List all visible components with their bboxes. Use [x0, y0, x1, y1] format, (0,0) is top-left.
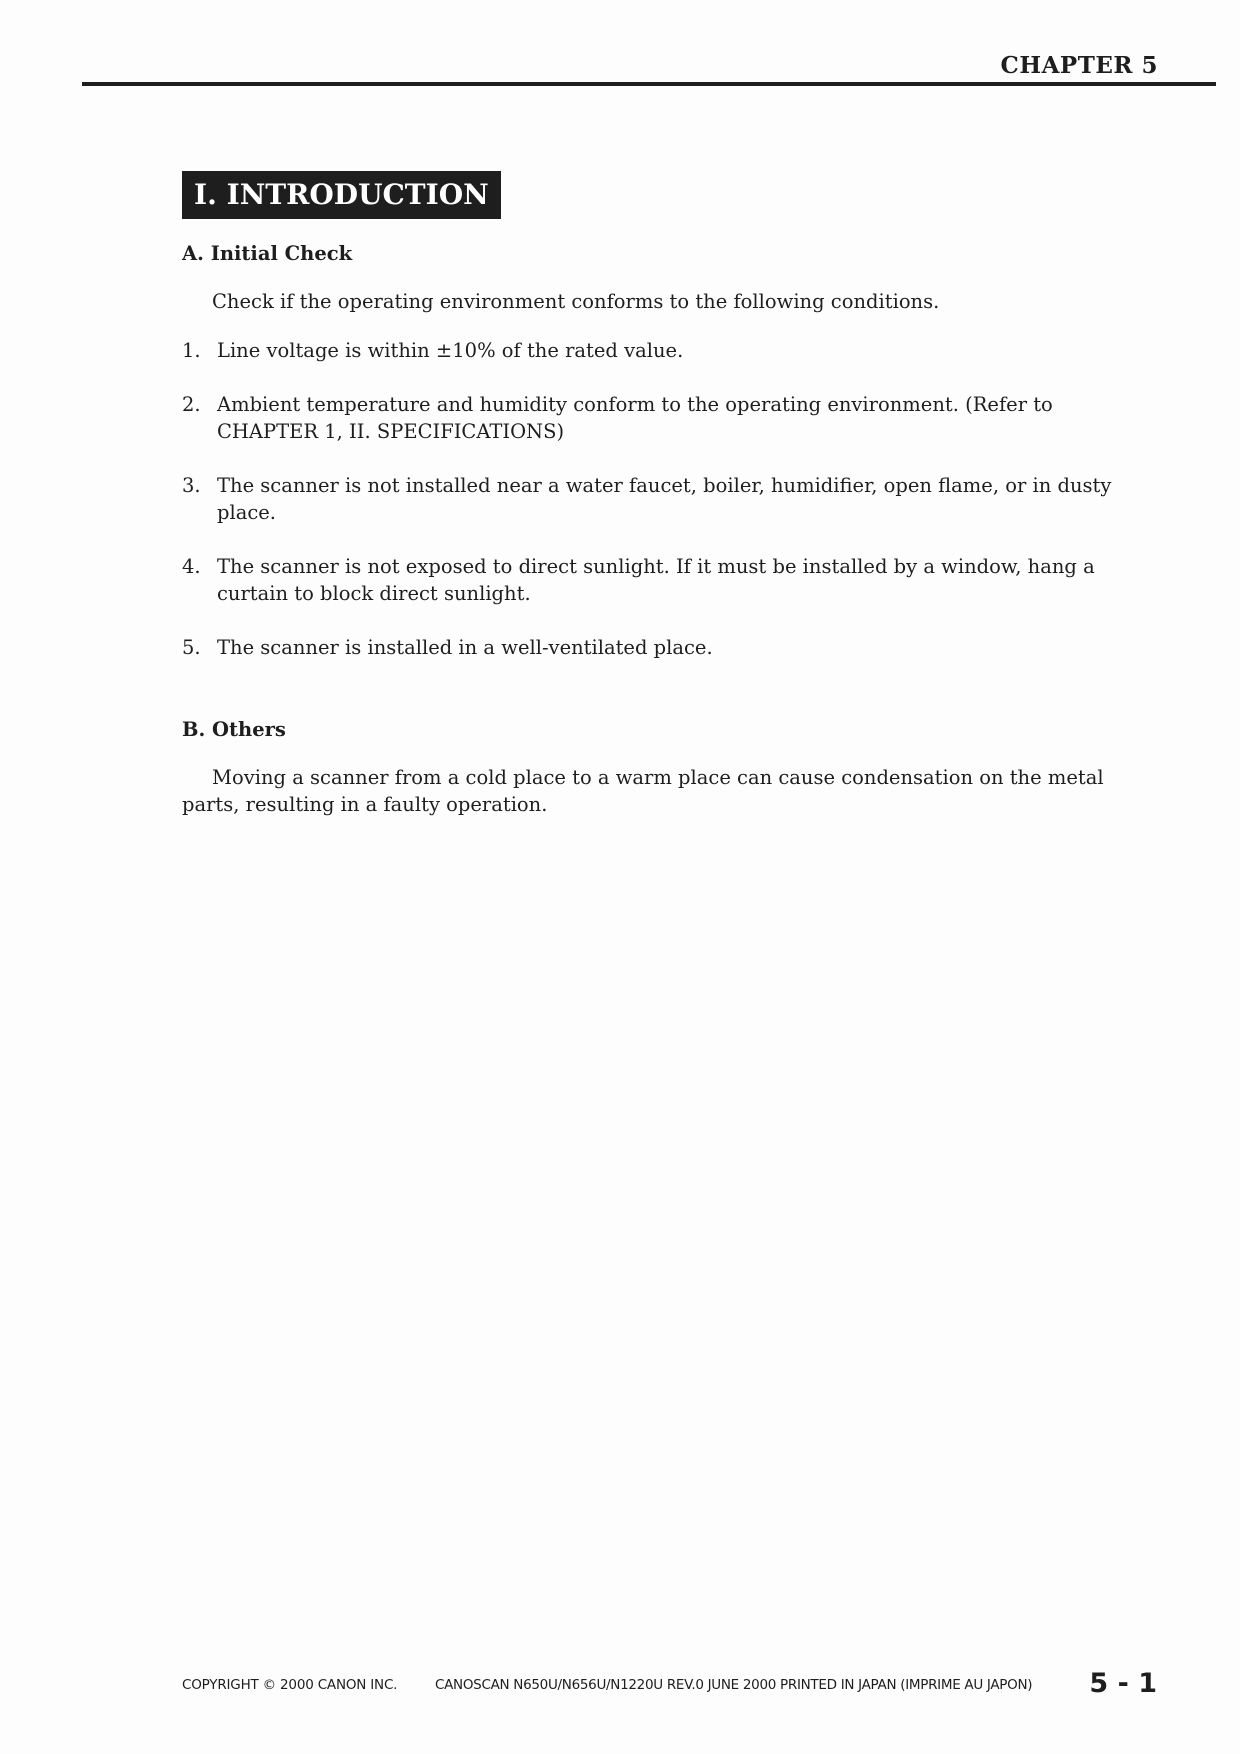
list-item: [182, 634, 1147, 661]
page-content: [182, 240, 1147, 818]
initial-check-heading: A. Initial Check: [182, 242, 353, 265]
list-item-text: The scanner is installed in a well-ventilated place.: [217, 636, 713, 659]
list-item-number: 1.: [182, 339, 201, 362]
list-item-text: The scanner is not installed near a water faucet, boiler, humidifier, open flame, or in dusty place.: [217, 474, 1112, 524]
footer-publication-info: CANOSCAN N650U/N656U/N1220U REV.0 JUNE 2000 PRINTED IN JAPAN (IMPRIME AU JAPON): [435, 1677, 1033, 1693]
list-item-number: 2.: [182, 393, 201, 416]
page-number: 5 - 1: [1089, 1668, 1157, 1699]
others-heading: B. Others: [182, 718, 286, 741]
section-title: I. INTRODUCTION: [182, 171, 501, 219]
footer-copyright: COPYRIGHT © 2000 CANON INC.: [182, 1677, 398, 1693]
header-rule: [82, 82, 1216, 86]
list-item-text: Ambient temperature and humidity conform to the operating environment. (Refer to CHAPTER 1, II. SPECIFICATIONS): [217, 393, 1053, 443]
list-item: [182, 553, 1147, 607]
list-item-text: The scanner is not exposed to direct sunlight. If it must be installed by a window, hang a curtain to block direct sunlight.: [217, 555, 1095, 605]
list-item: [182, 337, 1147, 364]
list-item: [182, 472, 1147, 526]
list-item-number: 5.: [182, 636, 201, 659]
list-item: [182, 391, 1147, 445]
list-item-number: 4.: [182, 555, 201, 578]
conditions-list: [182, 337, 1147, 661]
chapter-label: CHAPTER 5: [1000, 52, 1158, 79]
others-text: Moving a scanner from a cold place to a warm place can cause condensation on the metal parts, resulting in a faulty operation.: [182, 766, 1104, 816]
page-footer: [182, 1668, 1157, 1704]
initial-check-intro: Check if the operating environment conforms to the following conditions.: [212, 290, 940, 313]
list-item-number: 3.: [182, 474, 201, 497]
list-item-text: Line voltage is within ±10% of the rated value.: [217, 339, 684, 362]
